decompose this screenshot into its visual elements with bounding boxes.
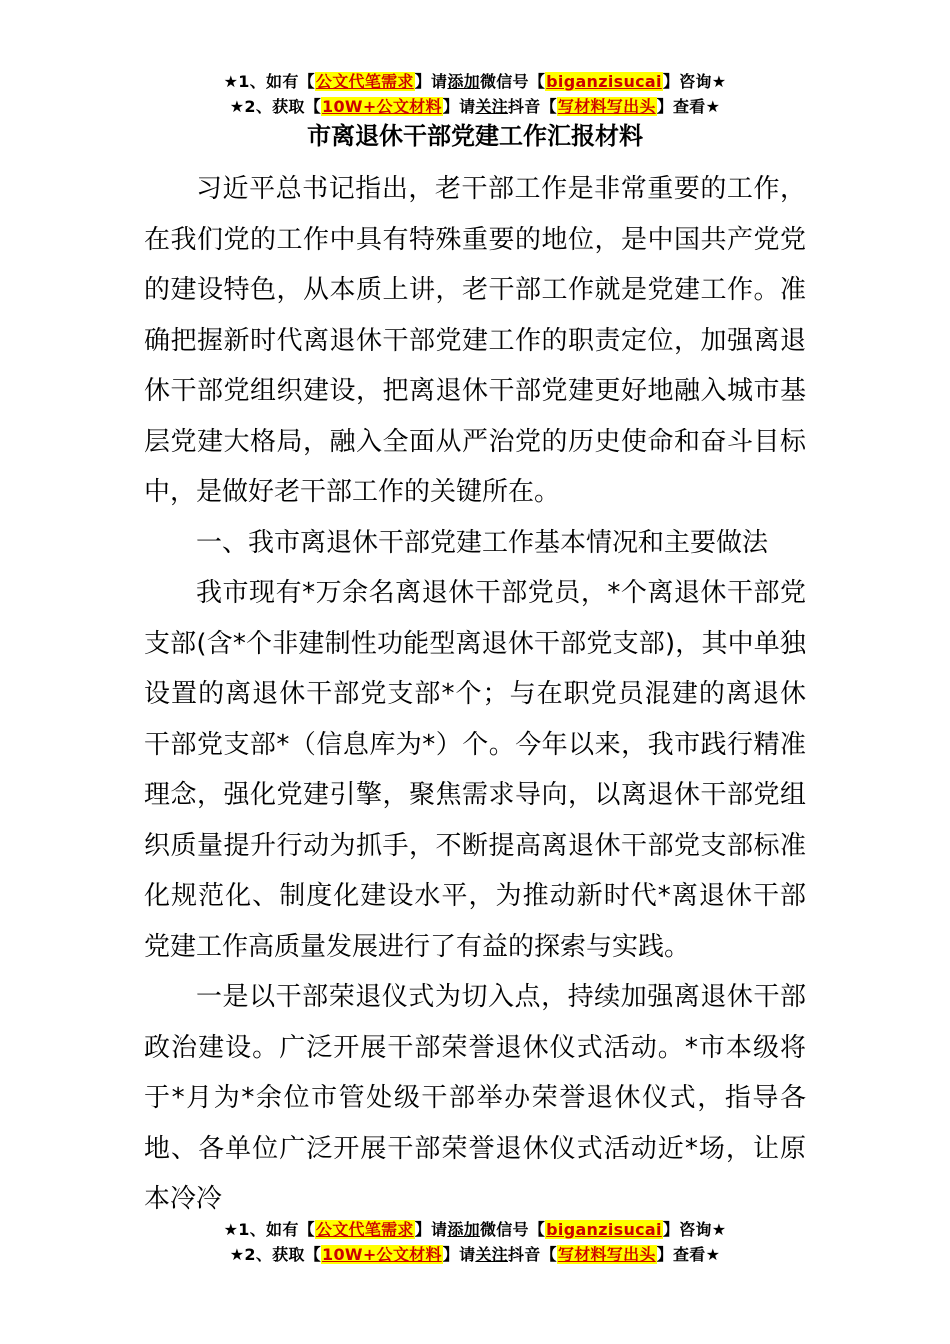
- highlight-service: 公文代笔需求: [315, 1220, 414, 1239]
- banner-line-2: ★2、获取【10W+公文材料】请关注抖音【写材料写出头】查看★: [229, 1245, 721, 1264]
- document-title: 市离退休干部党建工作汇报材料: [307, 122, 643, 150]
- banner-line-2: ★2、获取【10W+公文材料】请关注抖音【写材料写出头】查看★: [229, 97, 721, 116]
- document-body: [144, 164, 806, 1225]
- header-banner: [0, 69, 950, 119]
- highlight-douyin-id: 写材料写出头: [557, 97, 656, 116]
- paragraph-overview: 我市现有*万余名离退休干部党员，*个离退休干部党支部(含*个非建制性功能型离退休干部党支部)，其中单独设置的离退休干部党支部*个；与在职党员混建的离退休干部党支部*（信息库为*）个。今年以来，我市践行精准理念，强化党建引擎，聚焦需求导向，以离退休干部党组织质量提升行动为抓手，不断提高离退休干部党支部标准化规范化、制度化建设水平，为推动新时代*离退休干部党建工作高质量发展进行了有益的探索与实践。: [144, 578, 806, 962]
- footer-banner: [0, 1217, 950, 1267]
- banner-line-1: ★1、如有【公文代笔需求】请添加微信号【biganzisucai】咨询★: [223, 1220, 727, 1239]
- highlight-service: 公文代笔需求: [315, 72, 414, 91]
- highlight-materials: 10W+公文材料: [322, 1245, 442, 1264]
- highlight-wechat-id: biganzisucai: [546, 1220, 662, 1239]
- paragraph-intro: 习近平总书记指出，老干部工作是非常重要的工作，在我们党的工作中具有特殊重要的地位，是中国共产党党的建设特色，从本质上讲，老干部工作就是党建工作。准确把握新时代离退休干部党建工作的职责定位，加强离退休干部党组织建设，把离退休干部党建更好地融入城市基层党建大格局，融入全面从严治党的历史使命和奋斗目标中，是做好老干部工作的关键所在。: [144, 174, 806, 507]
- highlight-wechat-id: biganzisucai: [546, 72, 662, 91]
- paragraph-point-1: 一是以干部荣退仪式为切入点，持续加强离退休干部政治建设。广泛开展干部荣誉退休仪式活动。*市本级将于*月为*余位市管处级干部举办荣誉退休仪式，指导各地、各单位广泛开展干部荣誉退休仪式活动近*场，让原本冷冷: [144, 982, 806, 1214]
- highlight-materials: 10W+公文材料: [322, 97, 442, 116]
- highlight-douyin-id: 写材料写出头: [557, 1245, 656, 1264]
- banner-line-1: ★1、如有【公文代笔需求】请添加微信号【biganzisucai】咨询★: [223, 72, 727, 91]
- section-heading-1: 一、我市离退休干部党建工作基本情况和主要做法: [196, 527, 769, 558]
